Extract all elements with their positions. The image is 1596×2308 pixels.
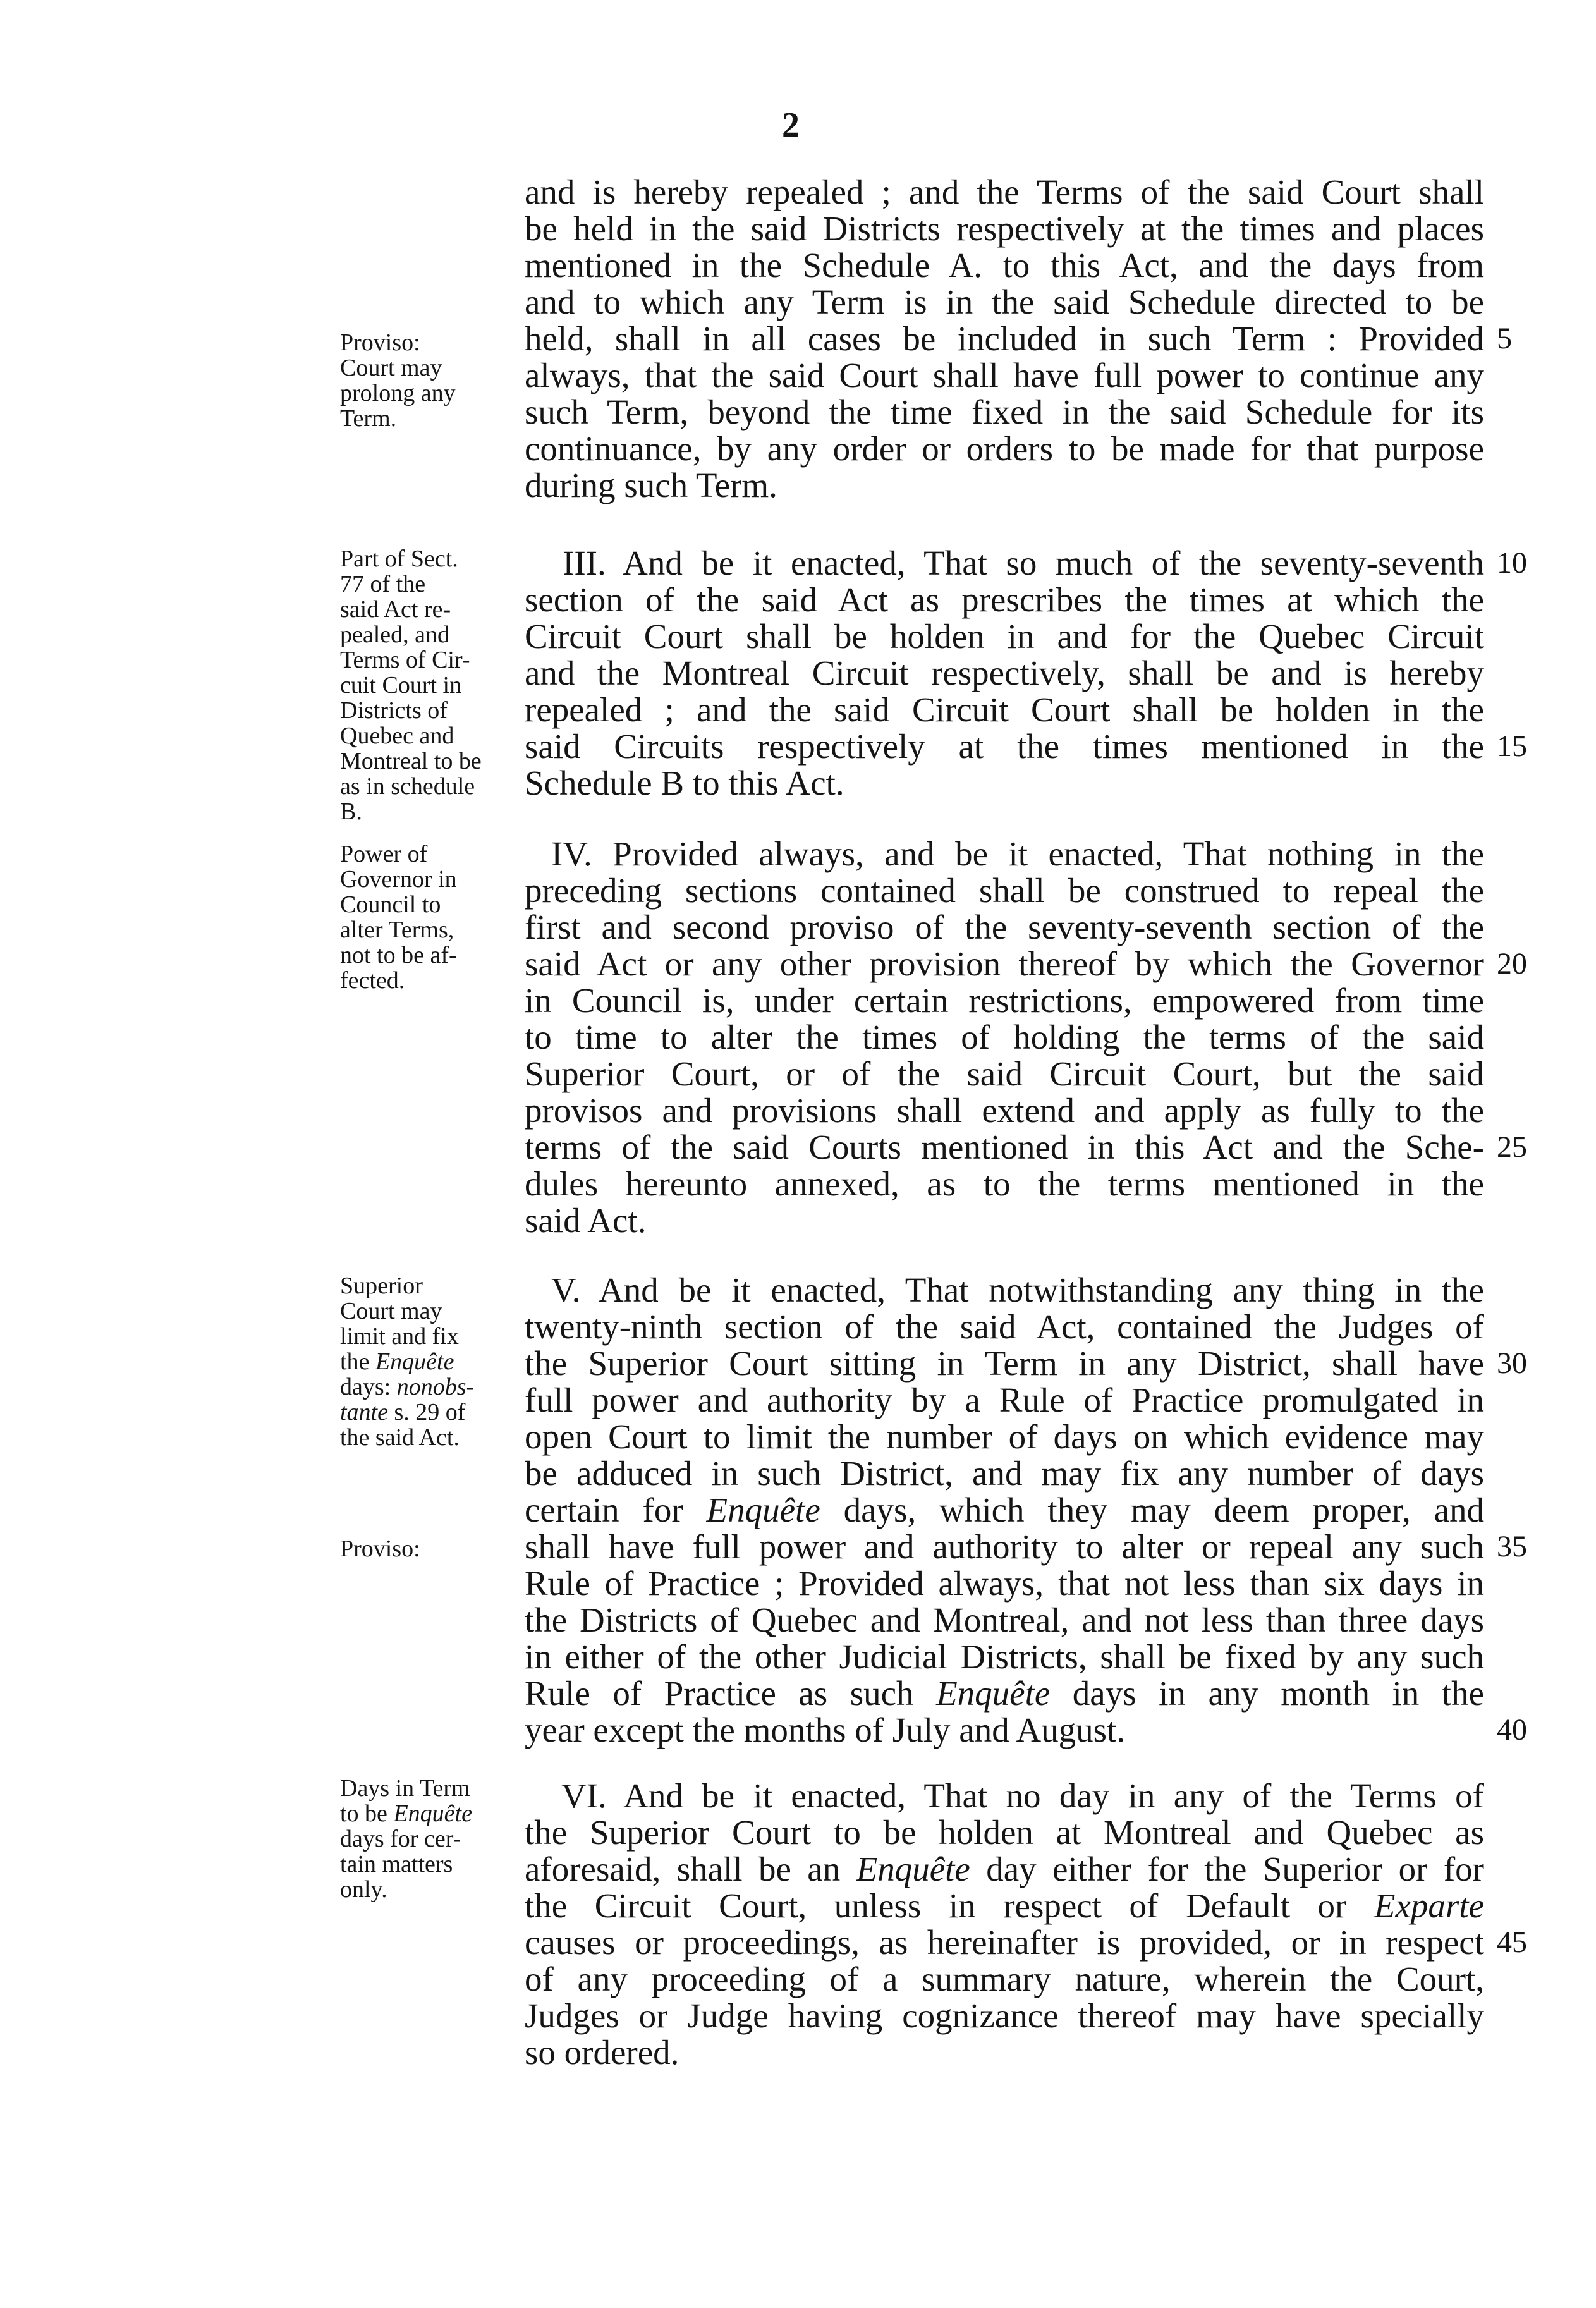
margin-note-line [340, 774, 512, 799]
text-line [525, 909, 1484, 946]
text-run: such Term, beyond the time fixed in the said Schedule for its [525, 393, 1484, 431]
text-run: s. 29 of [387, 1399, 466, 1426]
text-line [525, 1455, 1484, 1492]
margin-note-line [340, 647, 512, 673]
margin-note-line [340, 1852, 512, 1877]
text-run: Power of [340, 841, 428, 867]
text-run: not to be af- [340, 942, 457, 968]
text-run: first and second proviso of the seventy-seventh section of the [525, 908, 1484, 946]
text-run: repealed ; and the said Circuit Court shall be holden in the [525, 690, 1484, 729]
margin-note-line [340, 1877, 512, 1902]
margin-note-line [340, 1273, 512, 1298]
text-line [525, 1345, 1484, 1382]
margin-note-line [340, 1801, 512, 1826]
text-run: fected. [340, 967, 405, 994]
text-run: be held in the said Districts respectively at the times and places [525, 209, 1484, 248]
text-run: days in any month in the [1050, 1674, 1484, 1713]
text-run: said Circuits respectively at the times mentioned in the [525, 727, 1484, 766]
italic-term: Enquête [393, 1800, 472, 1827]
text-run: Council to [340, 891, 441, 918]
text-line [525, 1056, 1484, 1092]
text-line [525, 1129, 1484, 1166]
text-line [525, 1382, 1484, 1419]
text-run: twenty-ninth section of the said Act, contained the Judges of [525, 1307, 1484, 1346]
text-run: day either for the Superior or for [970, 1850, 1484, 1888]
text-line [525, 655, 1484, 692]
line-number: 30 [1497, 1346, 1527, 1380]
italic-term: nonobs- [396, 1374, 475, 1400]
text-run: shall have full power and authority to alter or repeal any such [525, 1527, 1484, 1566]
text-line [525, 1309, 1484, 1345]
margin-note-line [340, 355, 512, 381]
line-number: 25 [1497, 1130, 1527, 1164]
text-run: 77 of the [340, 571, 426, 597]
line-number: 15 [1497, 730, 1527, 763]
margin-note-line [340, 1349, 512, 1374]
text-run: days: [340, 1374, 397, 1400]
text-line [525, 1529, 1484, 1565]
text-run: held, shall in all cases be included in such Term : Provided [525, 319, 1484, 358]
text-run: said Act re- [340, 596, 451, 623]
section-v [525, 1271, 1527, 1749]
text-run: provisos and provisions shall extend and apply as fully to the [525, 1091, 1484, 1130]
section-vi [525, 1776, 1527, 2072]
margin-note-line [340, 622, 512, 647]
text-line [525, 174, 1484, 211]
text-run: in Council is, under certain restrictions, empowered from time [525, 981, 1484, 1020]
text-run: only. [340, 1876, 387, 1903]
section-iii [525, 544, 1527, 802]
text-run: as in schedule [340, 773, 475, 800]
text-line [525, 247, 1484, 284]
margin-note-line [340, 1776, 512, 1801]
margin-note-line [340, 546, 512, 571]
text-run: mentioned in the Schedule A. to this Act, and the days from [525, 246, 1484, 284]
text-run: of any proceeding of a summary nature, wherein the Court, [525, 1960, 1484, 1998]
text-run: Terms of Cir- [340, 647, 470, 673]
italic-term: Enquête [856, 1850, 970, 1888]
text-line [525, 1092, 1484, 1129]
text-line [525, 618, 1484, 655]
margin-note-line [340, 673, 512, 698]
text-run: Superior Court, or of the said Circuit Court, but the said [525, 1054, 1484, 1093]
margin-note-line [340, 748, 512, 774]
text-run: aforesaid, shall be an [525, 1850, 856, 1888]
text-run: the [340, 1348, 375, 1375]
text-run: full power and authority by a Rule of Practice promulgated in [525, 1381, 1484, 1419]
margin-note-line [340, 917, 512, 943]
text-run: prolong any [340, 380, 456, 406]
margin-note-line [340, 571, 512, 597]
margin-note-line [340, 799, 512, 824]
margin-note-line [340, 1374, 512, 1400]
margin-note-line [340, 968, 512, 993]
text-line [525, 1565, 1484, 1602]
text-run: so ordered. [525, 2033, 679, 2072]
text-line [525, 836, 1484, 872]
text-run: terms of the said Courts mentioned in this Act and the Sche- [525, 1128, 1484, 1166]
text-run: always, that the said Court shall have full power to continue any [525, 356, 1484, 394]
italic-term: Enquête [375, 1348, 454, 1375]
text-run: Quebec and [340, 723, 454, 749]
text-run: the Superior Court to be holden at Montreal and Quebec as [525, 1813, 1484, 1852]
text-run: VI. And be it enacted, That no day in any of the Terms of [561, 1776, 1484, 1815]
text-run: Court may [340, 1298, 442, 1324]
text-line [525, 1851, 1484, 1888]
text-line [525, 1272, 1484, 1309]
line-number: 45 [1497, 1926, 1527, 1959]
text-line [525, 545, 1484, 582]
page-number: 2 [782, 106, 800, 145]
text-run: section of the said Act as prescribes the times at which the [525, 580, 1484, 619]
margin-note [340, 1776, 512, 1902]
margin-note-line [340, 1536, 512, 1561]
line-number: 35 [1497, 1530, 1527, 1563]
margin-note-line [340, 1324, 512, 1349]
text-run: Part of Sect. [340, 546, 458, 572]
text-run: days, which they may deem proper, and [820, 1491, 1485, 1529]
text-run: limit and fix [340, 1323, 459, 1350]
italic-term: Enquête [936, 1674, 1051, 1713]
text-line [525, 946, 1484, 982]
margin-note [340, 1273, 512, 1450]
text-line [525, 1492, 1484, 1529]
line-number: 40 [1497, 1713, 1527, 1747]
text-run: said Act. [525, 1201, 647, 1240]
text-line [525, 1888, 1484, 1924]
text-run: the Circuit Court, unless in respect of Default or [525, 1886, 1374, 1925]
text-run: Judges or Judge having cognizance thereof may have specially [525, 1996, 1484, 2035]
section-continuation [525, 173, 1512, 504]
section-iv [525, 834, 1527, 1240]
text-run: year except the months of July and August. [525, 1711, 1126, 1749]
text-run: be adduced in such District, and may fix any number of days [525, 1454, 1484, 1493]
text-line [525, 692, 1484, 728]
text-line [525, 357, 1484, 394]
text-line [525, 1778, 1484, 1814]
text-run: to time to alter the times of holding the terms of the said [525, 1018, 1484, 1056]
text-run: causes or proceedings, as hereinafter is provided, or in respect [525, 1923, 1484, 1962]
text-run: and the Montreal Circuit respectively, shall be and is hereby [525, 654, 1484, 692]
text-run: certain for [525, 1491, 707, 1529]
text-run: cuit Court in [340, 672, 462, 699]
italic-term: Exparte [1374, 1886, 1484, 1925]
margin-note-line [340, 1826, 512, 1852]
text-line [525, 1675, 1484, 1712]
margin-note-line [340, 892, 512, 917]
margin-note-line [340, 597, 512, 622]
text-line [525, 1814, 1484, 1851]
text-run: Montreal to be [340, 748, 482, 774]
text-run: days for cer- [340, 1826, 461, 1852]
margin-note-line [340, 841, 512, 867]
text-run: tain matters [340, 1851, 453, 1878]
margin-note [340, 546, 512, 824]
text-run: and to which any Term is in the said Schedule directed to be [525, 283, 1484, 321]
margin-note-line [340, 723, 512, 748]
text-line [525, 321, 1484, 357]
line-number: 10 [1497, 546, 1527, 580]
text-line [525, 1202, 1484, 1239]
text-run: Circuit Court shall be holden in and for the Quebec Circuit [525, 617, 1484, 656]
margin-note-line [340, 943, 512, 968]
italic-term: Enquête [706, 1491, 820, 1529]
text-line [525, 765, 1484, 802]
text-run: open Court to limit the number of days on which evidence may [525, 1417, 1484, 1456]
text-run: Rule of Practice ; Provided always, that not less than six days in [525, 1564, 1484, 1603]
text-run: said Act or any other provision thereof by which the Governor [525, 944, 1484, 983]
text-run: and is hereby repealed ; and the Terms of the said Court shall [525, 173, 1484, 211]
margin-note [340, 1536, 512, 1561]
text-line [525, 1712, 1484, 1749]
text-line [525, 284, 1484, 321]
text-run: V. And be it enacted, That notwithstanding any thing in the [551, 1271, 1484, 1309]
margin-note-line [340, 1425, 512, 1450]
text-run: dules hereunto annexed, as to the terms mentioned in the [525, 1164, 1484, 1203]
text-line [525, 394, 1484, 430]
text-run: III. And be it enacted, That so much of the seventy-seventh [563, 544, 1484, 582]
margin-note-line [340, 381, 512, 406]
text-line [525, 582, 1484, 618]
text-line [525, 1602, 1484, 1639]
text-run: Days in Term [340, 1775, 470, 1802]
text-run: Court may [340, 355, 442, 381]
line-number: 20 [1497, 947, 1527, 980]
margin-note-line [340, 1298, 512, 1324]
italic-term: tante [340, 1399, 388, 1426]
text-line [525, 1166, 1484, 1202]
line-number: 5 [1497, 322, 1512, 355]
margin-note-line [340, 867, 512, 892]
text-run: preceding sections contained shall be construed to repeal the [525, 871, 1484, 910]
margin-note [340, 330, 512, 431]
text-line [525, 728, 1484, 765]
text-run: Districts of [340, 697, 448, 724]
text-run: continuance, by any order or orders to be made for that purpose [525, 429, 1484, 468]
margin-note-line [340, 1400, 512, 1425]
margin-note [340, 841, 512, 993]
text-run: the Districts of Quebec and Montreal, and not less than three days [525, 1601, 1484, 1639]
text-line [525, 467, 1484, 504]
text-line [525, 1019, 1484, 1056]
text-run: Term. [340, 405, 397, 432]
margin-note-line [340, 406, 512, 431]
text-line [525, 1924, 1484, 1961]
text-run: Proviso: [340, 329, 420, 356]
text-line [525, 1961, 1484, 1998]
text-run: B. [340, 798, 362, 825]
text-run: pealed, and [340, 621, 450, 648]
text-run: to be [340, 1800, 394, 1827]
text-run: alter Terms, [340, 917, 454, 943]
text-line [525, 430, 1484, 467]
text-line [525, 1998, 1484, 2034]
text-run: Schedule B to this Act. [525, 764, 844, 802]
text-line [525, 2034, 1484, 2071]
text-line [525, 1639, 1484, 1675]
text-line [525, 1419, 1484, 1455]
text-line [525, 211, 1484, 247]
text-line [525, 982, 1484, 1019]
text-run: IV. Provided always, and be it enacted, That nothing in the [551, 834, 1484, 873]
text-run: the said Act. [340, 1424, 460, 1451]
text-run: during such Term. [525, 466, 777, 504]
margin-note-line [340, 330, 512, 355]
text-run: Governor in [340, 866, 457, 893]
text-run: the Superior Court sitting in Term in any District, shall have [525, 1344, 1484, 1383]
text-run: Rule of Practice as such [525, 1674, 937, 1713]
text-run: Superior [340, 1273, 423, 1299]
text-line [525, 872, 1484, 909]
text-run: in either of the other Judicial Districts, shall be fixed by any such [525, 1637, 1484, 1676]
margin-note-line [340, 698, 512, 723]
text-run: Proviso: [340, 1536, 420, 1562]
